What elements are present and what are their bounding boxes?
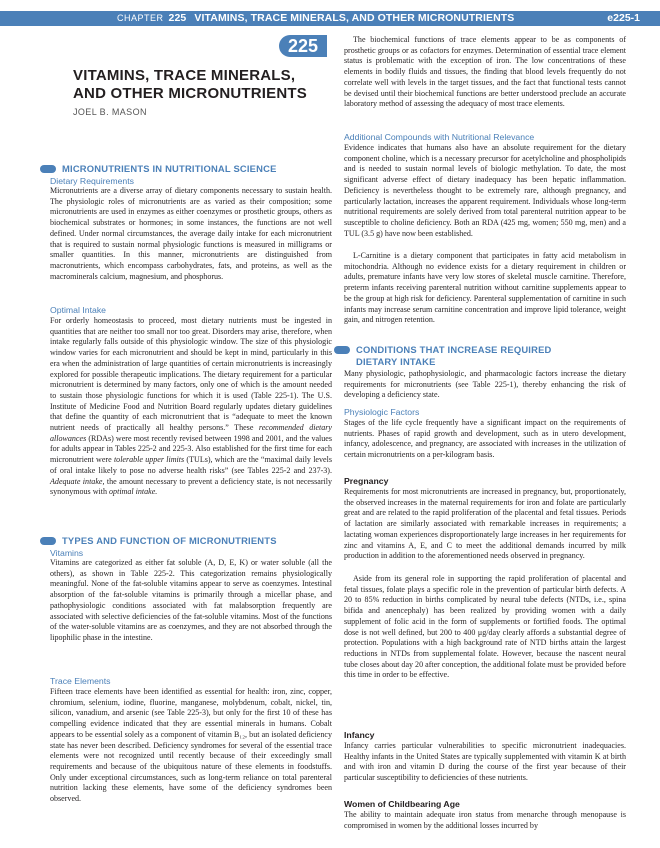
subheading-optimal-intake: Optimal Intake bbox=[50, 305, 107, 315]
section-marker-icon bbox=[40, 165, 56, 173]
subheading-dietary-requirements: Dietary Requirements bbox=[50, 176, 135, 186]
subheading-additional-compounds: Additional Compounds with Nutritional Relevance bbox=[344, 132, 535, 142]
paragraph-pregnancy-2: Aside from its general role in supporting the rapid proliferation of placental and fetal tissues, folate plays a specific role in the prevention of particular birth defects. A 20 to 85% reduction in births complicated by neural tube defects (NTDs, i.e., spina bifida and anencephaly) has been realized by providing women with a daily supplement of folic acid in the form of supplements or fortified foods. The optimal dose is not well defined, but 200 to 400 μg/day clearly affords a substantial degree of protection. Populations with a high background rate of NTD births attain the largest reductions in NTDs from supplemental folate. However, because the nascent neural tube closes about day 20 after conception, the additional folate must be provided before this time in order to be effective. bbox=[344, 574, 626, 680]
running-title bbox=[117, 12, 514, 24]
paragraph-conditions: Many physiologic, pathophysiologic, and pharmacologic factors increase the dietary requirements for micronutrients (see Table 225-1), thereby enhancing the risk of developing a deficiency state. bbox=[344, 369, 626, 400]
section-heading: CONDITIONS THAT INCREASE REQUIRED DIETARY INTAKE bbox=[344, 344, 626, 367]
section-marker-icon bbox=[40, 537, 56, 545]
paragraph-pregnancy-1: Requirements for most micronutrients are increased in pregnancy, but, proportionately, the observed increases in the maternal requirements for iron and folate are particularly great and are related to the rapid proliferation of the placental and fetal tissues. Periods of lactation are similarly associated with remarkable increases in requirements; a lactating woman experiences disproportionately large increases in her requirements for zinc and vitamins A, E, and C to meet the additional demands incurred by milk production in addition to the aforementioned needs observed in pregnancy. bbox=[344, 487, 626, 561]
paragraph-trace-elements: Fifteen trace elements have been identified as essential for health: iron, zinc, copper, chromium, selenium, iodine, fluorine, manganese, molybdenum, cobalt, nickel, tin, silicon, vanadium, and arsenic (see Table 225-3), but only for the first 10 of these has compelling evidence indicated that they are essential minerals in humans. Cobalt appears to be essential solely as a component of vitamin B₁₂, but an isolated deficiency state has never been described. Deficiency syndromes for several of the essential trace elements were not recognized until recently because of their exceedingly small requirements and because of the ubiquitous nature of these elements in foodstuffs. Only under exceptional circumstances, such as long-term reliance on total parenteral nutrition lacking these elements, have some of the deficiency syndromes been observed. bbox=[50, 687, 332, 804]
paragraph-biochemical: The biochemical functions of trace elements appear to be as components of prosthetic groups or as cofactors for enzymes. Determination of essential trace element status is problematic with the exception of iron. The low concentrations of these elements in bodily fluids and tissues, the finding that blood levels frequently do not correlate well with levels in the target tissues, and the fact that functional tests cannot be devised until their biochemical functions are better understood preclude an accurate laboratory method of assessing the adequacy of most trace elements. bbox=[344, 35, 626, 109]
chapter-word: CHAPTER bbox=[117, 13, 164, 23]
subheading-infancy: Infancy bbox=[344, 730, 375, 740]
subheading-women-childbearing: Women of Childbearing Age bbox=[344, 799, 460, 809]
page-number: e225-1 bbox=[607, 12, 640, 24]
paragraph-infancy: Infancy carries particular vulnerabilities to specific micronutrient inadequacies. Healthy infants in the United States are typically supplemented with vitamin K at birth and with iron and vitamin D during the course of the first year because of their particular susceptibility to deficiencies of these nutrients. bbox=[344, 741, 626, 783]
paragraph-choline: Evidence indicates that humans also have an absolute requirement for the dietary component choline, which is a necessary precursor for acetylcholine and phospholipids and is needed to sustain normal levels of biologic methylation. To date, the most significant adverse effect of dietary inadequacy has been hepatic inflammation. Deficiency is nevertheless thought to be extremely rare, although pregnancy, and particularly lactation, increases the apparent requirement. Individuals whose long-term nutritional requirements are solely derived from total parenteral nutrition appear to be susceptible to choline deficiency. Both an RDA (425 mg, women; 550 mg, men) and a TUL (3.5 g) have now been established. bbox=[344, 143, 626, 238]
subheading-vitamins: Vitamins bbox=[50, 548, 84, 558]
subheading-trace-elements: Trace Elements bbox=[50, 676, 111, 686]
paragraph-physiologic: Stages of the life cycle frequently have a significant impact on the requirements of nutrients. Phases of rapid growth and development, such as in utero development, infancy, adolescence, and pregnancy, are associated with increases in the utilization of certain micronutrients on a per-kilogram basis. bbox=[344, 418, 626, 460]
section-heading: TYPES AND FUNCTION OF MICRONUTRIENTS bbox=[50, 535, 332, 547]
chapter-number: 225 bbox=[168, 12, 187, 24]
paragraph-dietary: Micronutrients are a diverse array of dietary components necessary to sustain health. The physiologic roles of micronutrients are as varied as their composition; some micronutrients are used in enzymes as either coenzymes or prosthetic groups, others as biochemical substrates or hormones; in some instances, the functions are not well defined. Under normal circumstances, the average daily intake for each micronutrient that is required to sustain normal physiologic functions is measured in milligrams or smaller quantities. In this manner, micronutrients are distinguished from macronutrients, which encompass carbohydrates, fats, and proteins, as well as the macrominerals calcium, magnesium, and phosphorus. bbox=[50, 186, 332, 281]
paragraph-vitamins: Vitamins are categorized as either fat soluble (A, D, E, K) or water soluble (all the others), as shown in Table 225-2. This categorization remains physiologically meaningful. None of the fat-soluble vitamins appear to serve as coenzymes. Intestinal absorption of the fat-soluble vitamins is primarily through a micellar phase, and pathophysiologic conditions associated with fat malabsorption frequently are associated with selective deficiencies of the fat-soluble vitamins. Most of the functions of the water-soluble vitamins are as coenzymes, and they are not absorbed through the lipophilic phase in the intestine. bbox=[50, 558, 332, 642]
running-header bbox=[0, 0, 660, 28]
running-title-text: VITAMINS, TRACE MINERALS, AND OTHER MICRONUTRIENTS bbox=[194, 12, 515, 24]
paragraph-carnitine: L-Carnitine is a dietary component that participates in fatty acid metabolism in mitochondria. Although no evidence exists for a dietary requirement in children or adults, premature infants have very low stores of skeletal muscle carnitine. Therefore, preterm infants receiving parenteral nutrition without carnitine supplements appear to be the group at high risk for deficiency. Parenteral supplementation of carnitine in such infants may increase serum carnitine concentration and improve lipid tolerance, weight gain, and nitrogen retention. bbox=[344, 251, 626, 325]
section-marker-icon bbox=[334, 346, 350, 354]
subheading-pregnancy: Pregnancy bbox=[344, 476, 389, 486]
chapter-title: VITAMINS, TRACE MINERALS, AND OTHER MICRONUTRIENTS bbox=[73, 67, 307, 102]
chapter-author: JOEL B. MASON bbox=[73, 107, 147, 117]
paragraph-optimal-intake: For orderly homeostasis to proceed, most dietary nutrients must be ingested in quantities that are neither too small nor too great. Disorders may arise, therefore, when intake regularly falls outside of this physiologic window. The size of this physiologic window varies for each micronutrient and should be kept in mind, particularly in this era when the administration of large quantities of certain micronutrients is increasingly explored for possible therapeutic implications. The dietary requirement for a particular micronutrient is determined by many factors, only one of which is the amount needed to sustain those physiologic functions for which it is used (Table 225-1). The U.S. Institute of Medicine Food and Nutrition Board regularly updates dietary guidelines that define the quantity of each micronutrient that is “adequate to meet the known nutrient needs of practically all healthy persons.” These recommended dietary allowances (RDAs) were most recently revised between 1998 and 2001, and the values for adults appear in Tables 225-2 and 225-3. Also established for the first time for each micronutrient were tolerable upper limits (TULs), which are the “maximal daily levels of oral intake likely to pose no adverse health risks” (see Tables 225-2 and 237-3). Adequate intake, the amount necessary to prevent a deficiency state, is not necessarily synonymous with optimal intake. bbox=[50, 316, 332, 497]
section-heading: MICRONUTRIENTS IN NUTRITIONAL SCIENCE bbox=[50, 163, 332, 175]
chapter-badge: 225 bbox=[279, 35, 327, 57]
subheading-physiologic-factors: Physiologic Factors bbox=[344, 407, 420, 417]
paragraph-women: The ability to maintain adequate iron status from menarche through menopause is compromised in women by the additional losses incurred by bbox=[344, 810, 626, 830]
